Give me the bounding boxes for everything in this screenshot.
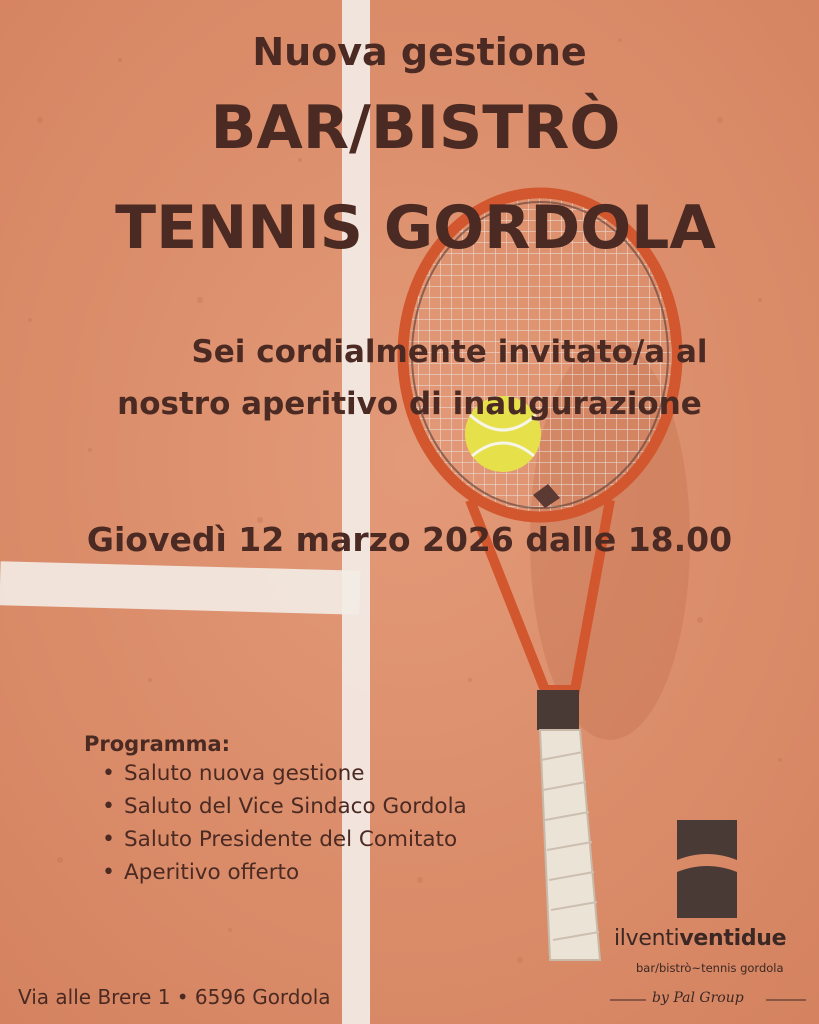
programme-list xyxy=(102,760,467,892)
invitation-line-1: Sei cordialmente invitato/a al xyxy=(191,334,708,370)
headline-tennis-gordola: TENNIS GORDOLA xyxy=(115,193,716,263)
venue-logo-icon xyxy=(677,820,737,918)
logo-wordmark-part2: ventidue xyxy=(679,926,787,951)
programme-item: • Aperitivo offerto xyxy=(102,859,467,892)
programme-item: • Saluto nuova gestione xyxy=(102,760,467,793)
headline-new-management: Nuova gestione xyxy=(252,30,587,74)
venue-address: Via alle Brere 1 • 6596 Gordola xyxy=(18,985,331,1009)
logo-byline: by Pal Group xyxy=(652,990,744,1006)
logo-subtitle: bar/bistrò~tennis gordola xyxy=(636,961,784,975)
programme-item: • Saluto del Vice Sindaco Gordola xyxy=(102,793,467,826)
event-date: Giovedì 12 marzo 2026 dalle 18.00 xyxy=(86,520,733,559)
invitation-line-2: nostro aperitivo di inaugurazione xyxy=(117,386,702,422)
headline-bar-bistro: BAR/BISTRÒ xyxy=(210,93,621,163)
programme-title: Programma: xyxy=(84,732,231,756)
programme-item: • Saluto Presidente del Comitato xyxy=(102,826,467,859)
logo-wordmark xyxy=(614,926,786,951)
logo-wordmark-part1: ilventi xyxy=(614,926,680,951)
